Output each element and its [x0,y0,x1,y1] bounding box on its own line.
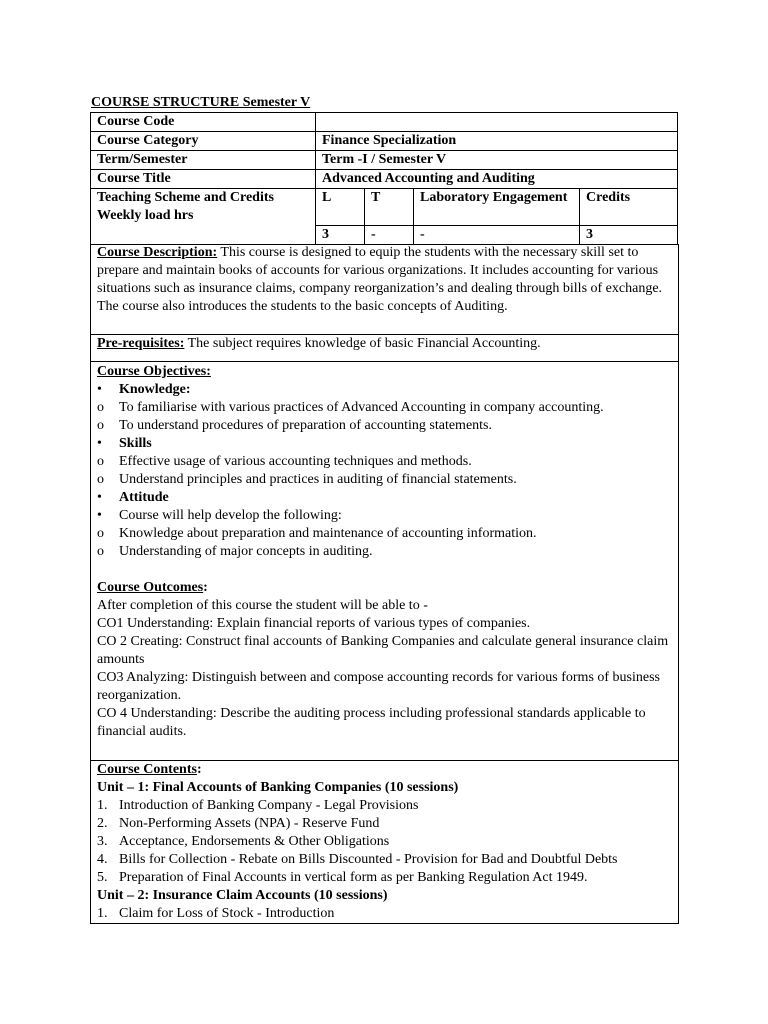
course-outcomes-label: Course Outcomes [97,580,204,595]
list-item: o To understand procedures of preparation of accounting statements. [97,418,493,433]
val-t: - [365,226,414,245]
table-row [91,151,678,170]
prerequisites-text: The subject requires knowledge of basic Financial Accounting. [184,336,541,351]
objectives-outcomes-section [90,362,679,761]
unit-2-title: Unit – 2: Insurance Claim Accounts (10 sessions) [97,888,388,903]
course-title-value: Advanced Accounting and Auditing [316,170,678,189]
val-lab: - [414,226,580,245]
course-info-table [90,112,678,245]
course-code-label: Course Code [91,113,316,132]
list-item: • Attitude [97,490,169,505]
list-item: o Understanding of major concepts in auditing. [97,544,373,559]
col-credits-header: Credits [580,189,678,226]
course-title-label: Course Title [91,170,316,189]
course-description-label: Course Description: [97,245,218,260]
teaching-scheme-line-1: Teaching Scheme and Credits [97,190,274,205]
list-item: o Understand principles and practices in auditing of financial statements. [97,472,517,487]
list-item: 1. Claim for Loss of Stock - Introduction [97,906,335,921]
list-item: 5. Preparation of Final Accounts in vertical form as per Banking Regulation Act 1949. [97,870,588,885]
list-item: • Knowledge: [97,382,191,397]
list-item: 4. Bills for Collection - Rebate on Bills Discounted - Provision for Bad and Doubtful Debts [97,852,618,867]
teaching-scheme-label [91,189,316,245]
table-row [91,113,678,132]
outcome-co4: CO 4 Understanding: Describe the auditing process including professional standards applicable to financial audits. [97,706,646,739]
list-item: o To familiarise with various practices of Advanced Accounting in company accounting. [97,400,604,415]
outcomes-intro: After completion of this course the student will be able to - [97,598,428,613]
course-contents-label: Course Contents [97,762,197,777]
list-item: 3. Acceptance, Endorsements & Other Obligations [97,834,390,849]
course-description-text: This course is designed to equip the students with the necessary skill set to prepare and maintain books of accounts for various organizations. It includes accounting for various situations such as insurance claims, company reorganization’s and dealing through bills of exchange. The course also introduces the students to the basic concepts of Auditing. [97,245,663,314]
outcome-co2: CO 2 Creating: Construct final accounts of Banking Companies and calculate general insurance claim amounts [97,634,669,667]
list-item: o Effective usage of various accounting techniques and methods. [97,454,472,469]
list-item: 1. Introduction of Banking Company - Legal Provisions [97,798,419,813]
course-code-value [316,113,678,132]
list-item: • Course will help develop the following: [97,508,342,523]
course-contents-section [90,760,679,924]
course-outcomes-heading: Course Outcomes: [97,580,208,595]
term-label: Term/Semester [91,151,316,170]
teaching-scheme-line-2: Weekly load hrs [97,208,194,223]
col-lab-header: Laboratory Engagement [414,189,580,226]
term-value: Term -I / Semester V [316,151,678,170]
list-item: o Knowledge about preparation and maintenance of accounting information. [97,526,537,541]
prerequisites-section [90,335,679,362]
course-category-label: Course Category [91,132,316,151]
table-row [91,132,678,151]
list-item: 2. Non-Performing Assets (NPA) - Reserve Fund [97,816,380,831]
col-t-header: T [365,189,414,226]
val-credits: 3 [580,226,678,245]
course-objectives-label: Course Objectives: [97,364,211,379]
list-item: • Skills [97,436,152,451]
course-category-value: Finance Specialization [316,132,678,151]
col-l-header: L [316,189,365,226]
val-l: 3 [316,226,365,245]
course-description-section [90,244,679,335]
prerequisites-label: Pre-requisites: [97,336,185,351]
table-row [91,189,678,226]
unit-1-title: Unit – 1: Final Accounts of Banking Companies (10 sessions) [97,780,459,795]
table-row [91,170,678,189]
outcome-co1: CO1 Understanding: Explain financial reports of various types of companies. [97,616,531,631]
page-heading: COURSE STRUCTURE Semester V [91,95,311,110]
course-contents-heading: Course Contents: [97,762,202,777]
outcome-co3: CO3 Analyzing: Distinguish between and compose accounting records for various forms of business reorganization. [97,670,661,703]
